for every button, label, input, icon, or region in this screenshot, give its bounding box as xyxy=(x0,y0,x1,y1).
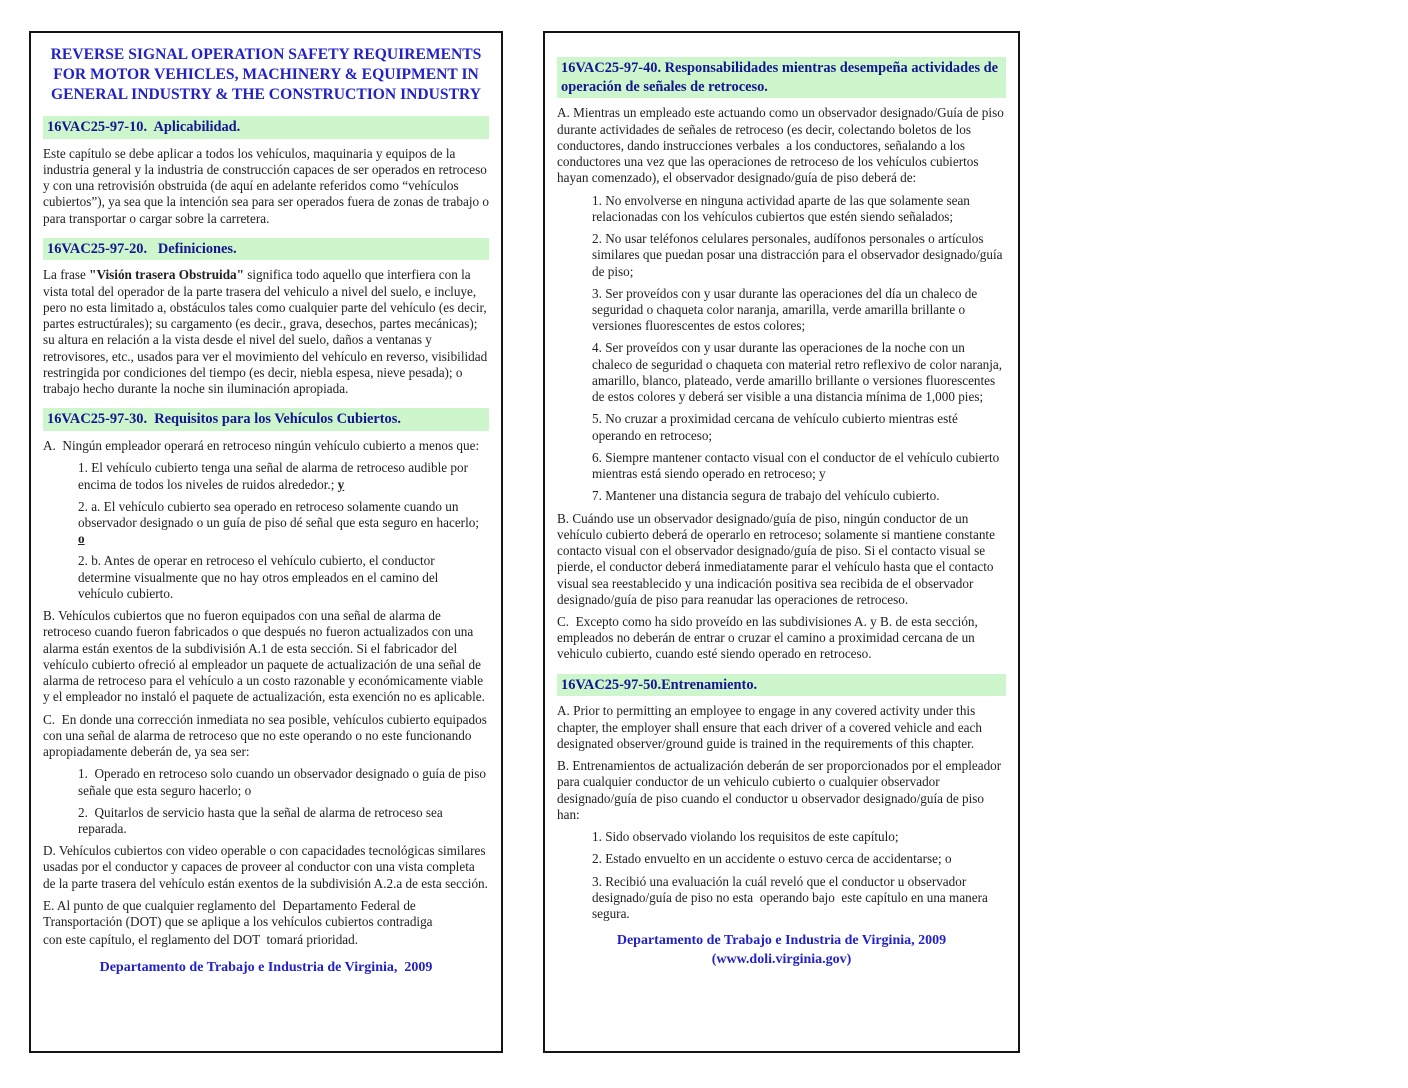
list-item-30-c1: 1. Operado en retroceso solo cuando un observador designado o guía de piso señale que esta seguro hacerlo; o xyxy=(78,766,490,798)
list-item-40-5: 5. No cruzar a proximidad cercana de vehículo cubierto mientras esté operando en retroceso; xyxy=(592,411,962,443)
definitions-bold-term: "Visión trasera Obstruida" xyxy=(89,267,244,283)
section-heading-97-50: 16VAC25-97-50.Entrenamiento. xyxy=(557,674,1006,697)
paragraph-50-a: A. Prior to permitting an employee to engage in any covered activity under this chapter, the employer shall ensure that each driver of a covered vehicle and each designated observer/ground guide is trained in the requirements of this chapter. xyxy=(557,703,986,751)
section-heading-97-30: 16VAC25-97-30. Requisitos para los Vehículos Cubiertos. xyxy=(43,408,489,431)
list-item-30-a2a xyxy=(78,499,487,548)
list-item-30-c2: 2. Quitarlos de servicio hasta que la señal de alarma de retroceso sea reparada. xyxy=(78,804,447,836)
document-title: REVERSE SIGNAL OPERATION SAFETY REQUIREMENTS FOR MOTOR VEHICLES, MACHINERY & EQUIPMENT IN GENERAL INDUSTRY & THE CONSTRUCTION INDUSTRY xyxy=(50,46,486,103)
list-item-40-3: 3. Ser proveídos con y usar durante las operaciones del día un chaleco de seguridad o chaqueta color naranja, amarilla, verde amarilla brillante o versiones fluorescentes de estos colores; xyxy=(592,285,981,334)
paragraph-applicability: Este capítulo se debe aplicar a todos los vehículos, maquinaria y equipos de la industria general y la industria de construcción capaces de ser operados en retroceso y con una retrovisión obstruida (de aquí en adelante referidos como “vehículos cubiertos”), ya sea que la intención sea para ser operados fuera de zonas de trabajo o para transportar o cargar sobre la carretera. xyxy=(43,145,493,226)
paragraph-30-a: A. Ningún empleador operará en retroceso ningún vehículo cubierto a menos que: xyxy=(43,438,480,454)
section-heading-97-20: 16VAC25-97-20. Definiciones. xyxy=(43,238,489,261)
list-item-50-2: 2. Estado envuelto en un accidente o estuvo cerca de accidentarse; o xyxy=(592,851,952,867)
footer-credit-right xyxy=(565,932,998,970)
list-item-40-4: 4. Ser proveídos con y usar durante las operaciones de la noche con un chaleco de seguridad o chaqueta con material retro reflexivo de color naranja, amarillo, blanco, plateado, verde amarillo brillante o versiones fluorescentes de estos colores y deberá ser visible a una distancia mínima de 1,000 pies; xyxy=(592,340,1006,405)
footer-credit-left: Departamento de Trabajo e Industria de Virginia, 2009 xyxy=(99,959,433,975)
list-item-30-a1-conjunction: y xyxy=(337,476,345,492)
paragraph-50-b: B. Entrenamientos de actualización deberán de ser proporcionados por el empleador para cualquier conductor de un vehiculo cubierto o cualquier observador designado/guía de piso cuando el conductor u observador designado/guía de piso han: xyxy=(557,758,1005,822)
paragraph-40-a: A. Mientras un empleado este actuando como un observador designado/Guía de piso durante actividades de señales de retroceso (es decir, colectando boletos de los conductores, dando instrucciones verbales a los conductores, señalando a los conductores una vez que las operaciones de retroceso de los vehículos cubiertos hayan comenzado), el observador designado/guía de piso deberá de: xyxy=(557,105,1008,186)
list-item-40-7: 7. Mantener una distancia segura de trabajo del vehículo cubierto. xyxy=(592,488,940,504)
list-item-30-a1-text: 1. El vehículo cubierto tenga una señal de alarma de retroceso audible por encima de todos los niveles de ruidos alrededor.; xyxy=(78,460,472,492)
footer-credit-right-line1: Departamento de Trabajo e Industria de Virginia, 2009 xyxy=(616,933,947,949)
list-item-30-a2a-text: 2. a. El vehículo cubierto sea operado en retroceso solamente cuando un observador designado o un guía de piso dé señal que esta seguro en hacerlo; xyxy=(78,498,483,530)
paragraph-40-b: B. Cuándo use un observador designado/guía de piso, ningún conductor de un vehículo cubierto deberá de operarlo en retroceso; solamente si mantiene constante contacto visual con el observador designado/guía de piso. Si el contacto visual se pierde, el conductor deberá inmediatamente parar el vehículo hasta que el contacto visual sea reestablecido y una indicación positiva sea recibida de el observador designado/guía de piso para reanudar las operaciones de retroceso. xyxy=(557,510,999,607)
right-page-panel xyxy=(543,31,1020,1053)
definitions-intro: La frase xyxy=(43,267,90,283)
paragraph-40-c: C. Excepto como ha sido proveído en las subdivisiones A. y B. de esta sección, empleados no deberán de entrar o cruzar el camino a proximidad cercana de un vehiculo cubierto, cuando esté siendo operado en retroceso. xyxy=(557,614,982,662)
list-item-50-3: 3. Recibió una evaluación la cuál reveló que el conductor u observador designado/guía de piso no esta operando bajo este capítulo en una manera segura. xyxy=(592,873,992,921)
list-item-30-a1 xyxy=(78,460,487,492)
paragraph-30-e-line2: con este capítulo, el reglamento del DOT tomará prioridad. xyxy=(43,932,359,948)
list-item-40-2: 2. No usar teléfonos celulares personales, audífonos personales o artículos similares que puedan posar una distracción para el observador designado/guía de piso; xyxy=(592,231,1006,279)
paragraph-30-c: C. En donde una corrección inmediata no sea posible, vehículos cubierto equipados con una señal de alarma de retroceso que no este operando o no este funcionando apropiadamente deberán de, ya sea ser: xyxy=(43,711,491,760)
footer-credit-right-url: (www.doli.virginia.gov) xyxy=(711,952,852,968)
paragraph-definitions xyxy=(43,267,489,397)
list-item-40-1: 1. No envolverse en ninguna actividad aparte de las que solamente sean relacionadas con los vehículos cubiertos que estén siendo señalados; xyxy=(592,192,974,224)
list-item-30-a2b: 2. b. Antes de operar en retroceso el vehículo cubierto, el conductor determine visualmente que no hay otros empleados en el camino del vehículo cubierto. xyxy=(78,553,442,601)
list-item-30-a2a-conjunction: o xyxy=(78,531,85,547)
paragraph-30-d: D. Vehículos cubiertos con video operable o con capacidades tecnológicas similares usadas por el conductor y capaces de proveer al conductor con una vista completa de la parte trasera del vehículo están exentos de la subdivisión A.2.a de esta sección. xyxy=(43,843,489,891)
list-item-40-6: 6. Siempre mantener contacto visual con el conductor de el vehículo cubierto mientras está siendo operado en retroceso; y xyxy=(592,449,1003,482)
definitions-rest: significa todo aquello que interfiera con la vista total del operador de la parte trasera del vehiculo a nivel del suelo, e incluye, pero no esta limitado a, obstáculos tales como cualquier parte del vehículo (es decir, partes estructúrales); su cargamento (es decir., grava, desechos, partes mecánicas); su altura en relación a la vista desde el nivel del suelo, daños a ventanas y retrovisores, etc., usados para ver el movimiento del vehículo en reverso, visibilidad restringida por condiciones del tiempo (es decir, niebla espesa, nieve pesada); o trabajo hecho durante la noche sin iluminación apropiada. xyxy=(43,267,491,397)
section-heading-97-10: 16VAC25-97-10. Aplicabilidad. xyxy=(43,116,489,139)
paragraph-30-b: B. Vehículos cubiertos que no fueron equipados con una señal de alarma de retroceso cuando fueron fabricados o que después no fueron actualizados con una alarma están exentos de la subdivisión A.1 de esta sección. Si el fabricador del vehículo cubierto ofreció al empleador un paquete de actualización de una señal de alarma de retroceso para el vehículo a un costo razonable y económicamente viable y el empleador no instaló el paquete de actualización, esta exención no es aplicable. xyxy=(43,608,487,705)
section-heading-97-40: 16VAC25-97-40. Responsabilidades mientras desempeña actividades de operación de señales de retroceso. xyxy=(557,57,1006,98)
paragraph-30-e-line1: E. Al punto de que cualquier reglamento del Departamento Federal de Transportación (DOT) que se aplique a los vehículos cubiertos contradiga xyxy=(43,897,433,930)
list-item-50-1: 1. Sido observado violando los requisitos de este capítulo; xyxy=(592,829,899,845)
left-page-panel xyxy=(29,31,503,1053)
